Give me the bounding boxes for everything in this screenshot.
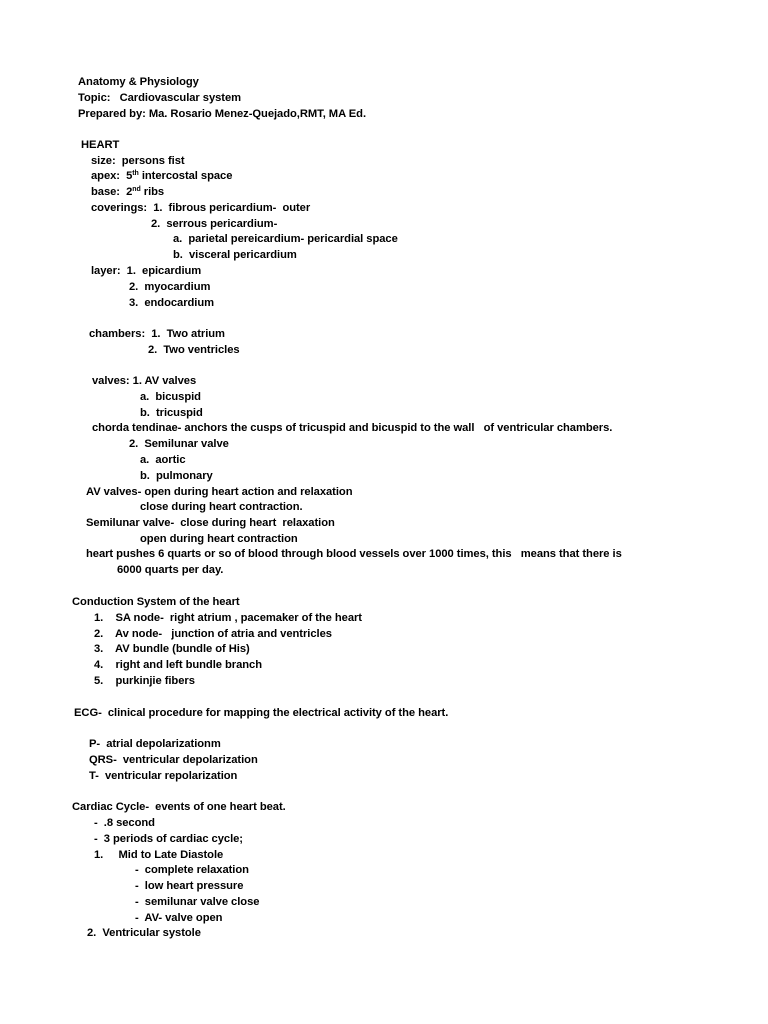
heart-size: size: persons fist — [91, 155, 185, 167]
valves-line-2: 2. Semilunar valve — [129, 438, 229, 450]
conduction-heading: Conduction System of the heart — [72, 596, 240, 608]
ecg-qrs-complex: QRS- ventricular depolarization — [89, 754, 258, 766]
layer-line-2: 2. myocardium — [129, 281, 211, 293]
cycle-period-1: 1. Mid to Late Diastole — [94, 849, 224, 861]
av-valves-open-line: AV valves- open during heart action and relaxation — [86, 486, 353, 498]
layer-line-3: 3. endocardium — [129, 297, 215, 309]
course-title: Anatomy & Physiology — [78, 76, 199, 88]
cycle-period-2: 2. Ventricular systole — [87, 927, 201, 939]
heart-heading: HEART — [81, 139, 120, 151]
valves-line-1: valves: 1. AV valves — [92, 375, 197, 387]
conduction-item: 4. right and left bundle branch — [94, 659, 262, 671]
ecg-t-wave: T- ventricular repolarization — [89, 770, 238, 782]
coverings-line-2b: b. visceral pericardium — [173, 249, 297, 261]
chambers-line-2: 2. Two ventricles — [148, 344, 240, 356]
cardiac-cycle-heading: Cardiac Cycle- events of one heart beat. — [72, 801, 286, 813]
heart-apex: apex: 5th intercostal space — [91, 170, 233, 182]
conduction-item: 5. purkinjie fibers — [94, 675, 195, 687]
coverings-line-2a: a. parietal pereicardium- pericardial space — [173, 233, 398, 245]
valves-line-1b: b. tricuspid — [140, 407, 203, 419]
ecg-heading: ECG- clinical procedure for mapping the electrical activity of the heart. — [74, 707, 449, 719]
ecg-p-wave: P- atrial depolarizationm — [89, 738, 221, 750]
conduction-item: 3. AV bundle (bundle of His) — [94, 643, 250, 655]
valves-line-2a: a. aortic — [140, 454, 186, 466]
cycle-dash-item: - 3 periods of cardiac cycle; — [94, 833, 243, 845]
prepared-by-line: Prepared by: Ma. Rosario Menez-Quejado,RMT, MA Ed. — [78, 108, 367, 120]
topic-line: Topic: Cardiovascular system — [78, 92, 242, 104]
heart-pumps-line-1: heart pushes 6 quarts or so of blood through blood vessels over 1000 times, this means that there is — [86, 548, 622, 560]
cycle-sub-item: - semilunar valve close — [135, 896, 260, 908]
cycle-sub-item: - complete relaxation — [135, 864, 249, 876]
semilunar-open-line: open during heart contraction — [140, 533, 298, 545]
coverings-line-1: coverings: 1. fibrous pericardium- outer — [91, 202, 311, 214]
heart-base: base: 2nd ribs — [91, 186, 165, 198]
layer-line-1: layer: 1. epicardium — [91, 265, 202, 277]
av-valves-close-line: close during heart contraction. — [140, 501, 303, 513]
cycle-sub-item: - low heart pressure — [135, 880, 244, 892]
semilunar-close-line: Semilunar valve- close during heart relaxation — [86, 517, 335, 529]
conduction-item: 1. SA node- right atrium , pacemaker of the heart — [94, 612, 362, 624]
valves-line-2b: b. pulmonary — [140, 470, 213, 482]
coverings-line-2: 2. serrous pericardium- — [151, 218, 278, 230]
cycle-dash-item: - .8 second — [94, 817, 155, 829]
chorda-tendinae-line: chorda tendinae- anchors the cusps of tricuspid and bicuspid to the wall of ventricular chambers. — [92, 422, 613, 434]
valves-line-1a: a. bicuspid — [140, 391, 201, 403]
conduction-item: 2. Av node- junction of atria and ventricles — [94, 628, 332, 640]
cycle-sub-item: - AV- valve open — [135, 912, 223, 924]
heart-pumps-line-2: 6000 quarts per day. — [117, 564, 224, 576]
chambers-line-1: chambers: 1. Two atrium — [89, 328, 225, 340]
